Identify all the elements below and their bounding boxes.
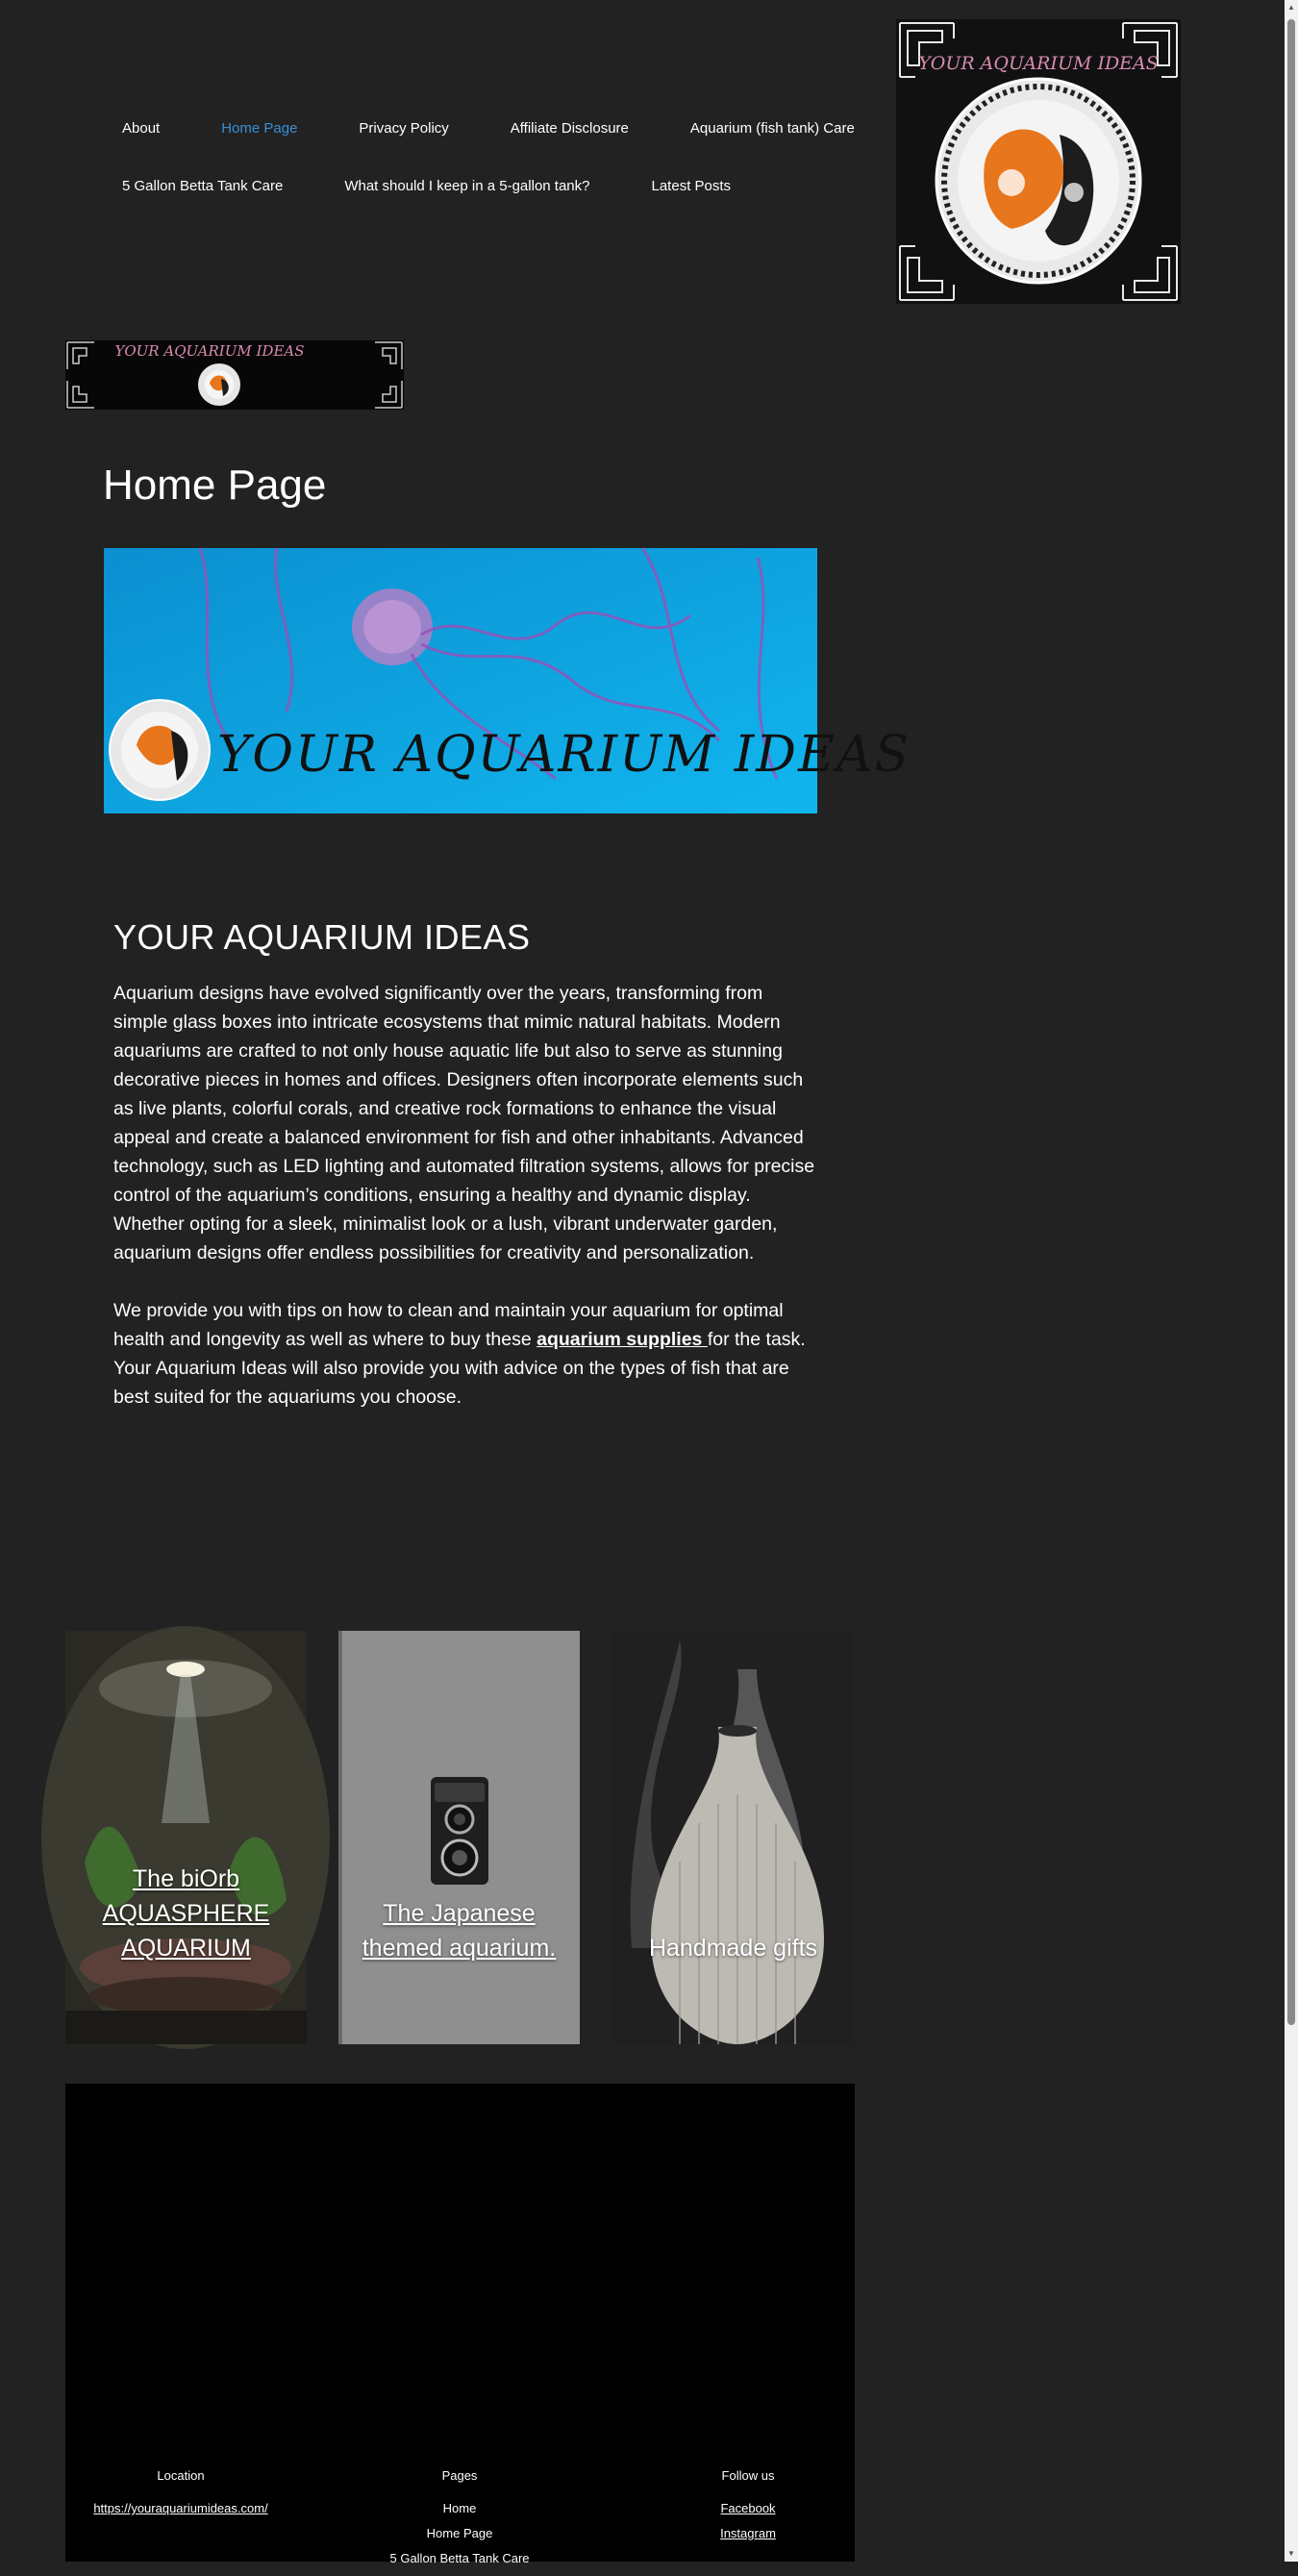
nav-aquarium-care[interactable]: Aquarium (fish tank) Care (689, 119, 855, 137)
footer-page-home[interactable]: Home (442, 2501, 477, 2515)
small-logo-image (65, 340, 404, 410)
footer-facebook-link[interactable]: Facebook (720, 2501, 776, 2515)
site-logo[interactable] (896, 19, 1181, 304)
small-logo-text: YOUR AQUARIUM IDEAS (114, 342, 305, 360)
card-biorb-aquasphere[interactable] (65, 1631, 307, 2044)
scroll-down-arrow-icon[interactable]: ▼ (1287, 2549, 1295, 2558)
nav-row-1 (111, 113, 855, 142)
scrollbar-thumb[interactable] (1287, 19, 1295, 2025)
koi-logo-image (896, 19, 1181, 304)
intro-article (113, 917, 815, 1440)
camera-image (338, 1631, 580, 2044)
footer-pages (363, 2468, 556, 2576)
nav-about[interactable]: About (122, 119, 161, 137)
site-footer (65, 2084, 855, 2565)
page-title: Home Page (103, 462, 327, 509)
header-logo-banner[interactable] (65, 340, 404, 410)
nav-row-2 (111, 171, 803, 200)
footer-follow-heading: Follow us (721, 2468, 775, 2483)
jellyfish-banner-image (104, 548, 911, 813)
footer-site-link[interactable]: https://youraquariumideas.com/ (93, 2501, 268, 2515)
card-japanese-aquarium[interactable] (338, 1631, 580, 2044)
card-2-link[interactable]: The Japanese themed aquarium. (362, 1900, 557, 1962)
logo-text: YOUR AQUARIUM IDEAS (918, 53, 1159, 74)
article-heading: YOUR AQUARIUM IDEAS (113, 917, 531, 957)
footer-page-betta[interactable]: 5 Gallon Betta Tank Care (389, 2551, 530, 2565)
card-1-link[interactable]: The biOrb AQUASPHERE AQUARIUM (102, 1865, 270, 1962)
article-paragraph-1: Aquarium designs have evolved significantly over the years, transforming from simple glass boxes into intricate ecosystems that mimic natural habitats. Modern aquariums are crafted to not only house aquatic life but also to serve as stunning decorative pieces in homes and offices. Designers often incorporate elements such as live plants, colorful corals, and creative rock formations to enhance the visual appeal and create a balanced environment for fish and other inhabitants. Advanced technology, such as LED lighting and automated filtration systems, allows for precise control of the aquarium’s conditions, ensuring a healthy and dynamic display. Whether opting for a sleek, minimalist look or a lush, vibrant underwater garden, aquarium designs offer endless possibilities for creativity and personalization. (113, 983, 815, 1263)
nav-home-page[interactable]: Home Page (221, 119, 298, 137)
footer-location-heading: Location (157, 2468, 205, 2483)
nav-latest-posts[interactable]: Latest Posts (651, 177, 732, 194)
main-navigation (111, 113, 855, 229)
article-p2-before: We provide you with tips on how to clean and maintain your aquarium for optimal health and longevity as well as where to buy these (113, 1300, 784, 1350)
biorb-aquarium-image (65, 1631, 307, 2044)
nav-five-gallon-tank[interactable]: What should I keep in a 5-gallon tank? (344, 177, 590, 194)
card-3-caption: Handmade gifts (648, 1935, 818, 1962)
footer-instagram-link[interactable]: Instagram (720, 2526, 776, 2540)
card-2-caption (338, 1896, 580, 1965)
scroll-up-arrow-icon[interactable]: ▲ (1287, 3, 1295, 12)
aquarium-supplies-link[interactable]: aquarium supplies (537, 1329, 708, 1350)
nav-betta-tank-care[interactable]: 5 Gallon Betta Tank Care (122, 177, 284, 194)
hero-banner (104, 548, 911, 813)
vases-image (612, 1631, 854, 2044)
article-paragraph-2 (113, 1296, 815, 1412)
footer-follow (681, 2468, 815, 2551)
page-scrollbar[interactable] (1285, 0, 1298, 2562)
footer-location (85, 2468, 277, 2526)
card-handmade-gifts[interactable] (612, 1631, 854, 2044)
footer-pages-heading: Pages (441, 2468, 478, 2483)
card-1-caption (65, 1862, 307, 1965)
footer-page-home-page[interactable]: Home Page (426, 2526, 493, 2540)
article-p2-after: for the task. Your Aquarium Ideas will also provide you with advice on the types of fish that are best suited for the aquariums you choose. (113, 1329, 806, 1408)
nav-privacy-policy[interactable]: Privacy Policy (359, 119, 449, 137)
banner-text: YOUR AQUARIUM IDEAS (217, 726, 911, 784)
nav-affiliate-disclosure[interactable]: Affiliate Disclosure (510, 119, 629, 137)
